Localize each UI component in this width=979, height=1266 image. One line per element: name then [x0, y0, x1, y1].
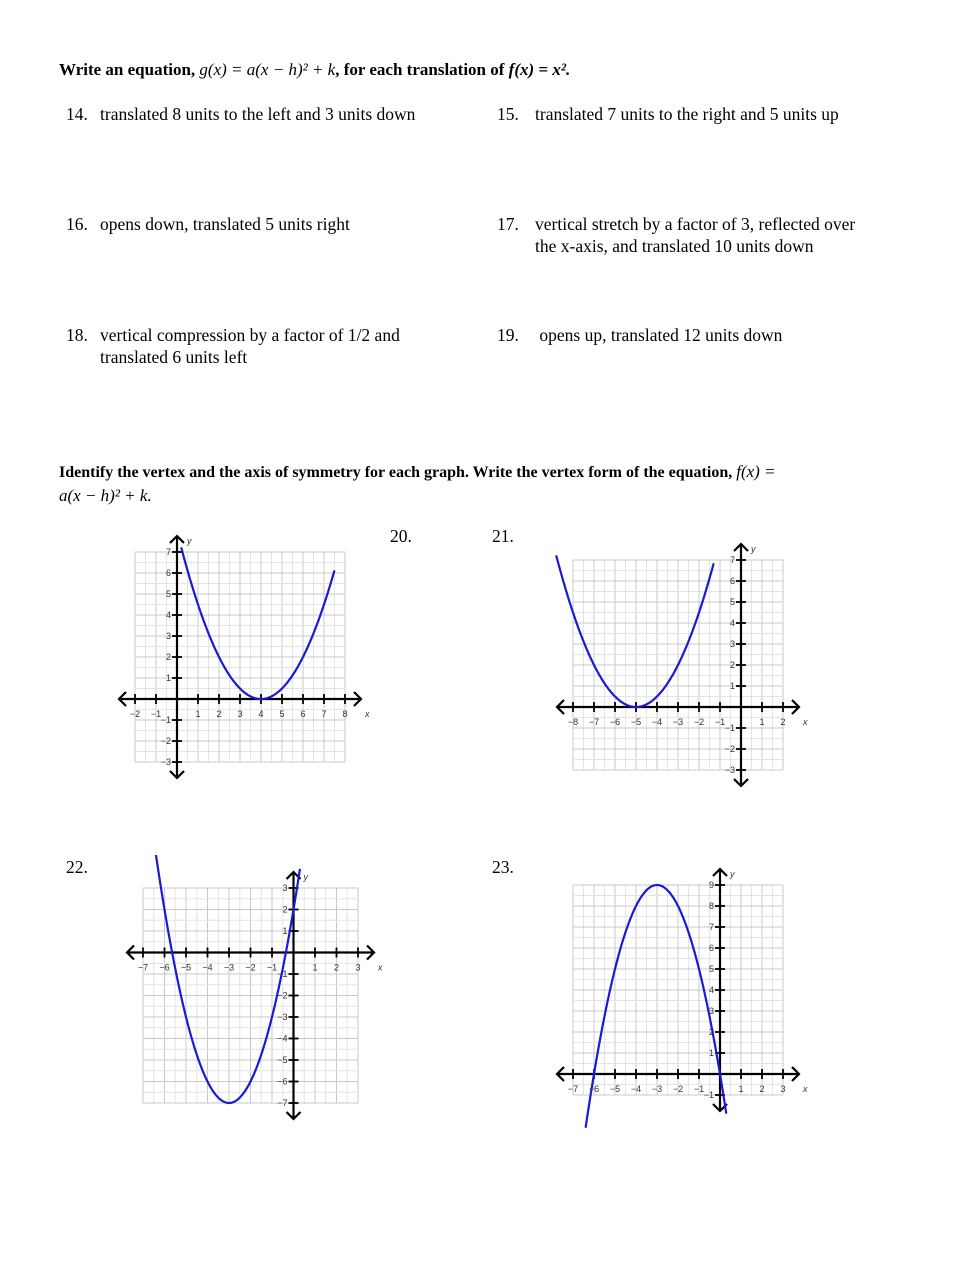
parabola-curve	[181, 547, 334, 699]
graph-23-label: 23.	[492, 857, 514, 877]
heading-function: f(x) = x².	[508, 60, 571, 79]
y-tick-label: 7	[165, 547, 171, 557]
graph-20-label: 20.	[390, 526, 412, 546]
parabola-curve	[556, 555, 714, 707]
y-tick-label: −1	[160, 715, 171, 725]
y-tick-label: 6	[708, 943, 714, 953]
y-tick-label: 3	[282, 883, 288, 893]
x-tick-label: −3	[672, 717, 684, 727]
problem-text-line1: vertical compression by a factor of 1/2 and	[100, 325, 400, 345]
y-tick-label: −7	[277, 1098, 288, 1108]
y-tick-label: −2	[724, 744, 735, 754]
y-tick-label: 1	[165, 673, 171, 683]
graph-22	[110, 855, 395, 1140]
y-tick-label: 1	[729, 681, 735, 691]
x-tick-label: 5	[279, 709, 285, 719]
heading-equation: g(x) = a(x − h)² + k	[199, 60, 336, 79]
x-tick-label: −5	[630, 717, 642, 727]
x-tick-label: 8	[342, 709, 348, 719]
y-axis-label: y	[303, 872, 308, 882]
y-tick-label: −2	[277, 990, 288, 1001]
x-tick-label: −4	[202, 962, 213, 973]
x-tick-label: 3	[237, 709, 243, 719]
x-tick-label: −6	[588, 1084, 600, 1094]
y-axis-label: y	[730, 869, 735, 879]
y-tick-label: 5	[729, 597, 735, 607]
y-tick-label: 3	[165, 631, 171, 641]
graph-21	[545, 525, 820, 800]
x-tick-label: 2	[759, 1084, 765, 1094]
y-tick-label: 2	[729, 660, 735, 670]
x-tick-label: −1	[693, 1084, 705, 1094]
x-tick-label: −2	[129, 709, 141, 719]
x-tick-label: −8	[567, 717, 579, 727]
x-tick-label: 2	[333, 962, 340, 973]
problem-17	[497, 213, 937, 261]
y-tick-label: −2	[160, 736, 171, 746]
x-tick-label: −3	[651, 1084, 663, 1094]
problem-text-line1: vertical stretch by a factor of 3, reflected over	[535, 214, 856, 234]
x-tick-label: −6	[159, 962, 170, 973]
x-tick-label: −4	[630, 1084, 642, 1094]
problem-number: 15.	[497, 104, 519, 124]
y-tick-label: −3	[160, 757, 171, 767]
x-tick-label: 3	[355, 962, 361, 973]
y-tick-label: 2	[708, 1027, 714, 1037]
graph-21-label: 21.	[492, 526, 514, 546]
heading2-text: Identify the vertex and the axis of symmetry for each graph. Write the vertex form of the equation,	[59, 464, 733, 481]
problem-number: 18.	[66, 325, 88, 345]
x-tick-label: −7	[567, 1084, 579, 1094]
x-tick-label: 1	[738, 1084, 744, 1094]
section1-heading	[59, 60, 570, 80]
x-tick-label: −5	[180, 962, 192, 973]
graph-23	[545, 850, 820, 1130]
section2-heading	[59, 460, 939, 508]
problem-15	[497, 103, 937, 127]
y-tick-label: −3	[724, 765, 735, 775]
x-tick-label: −7	[137, 962, 149, 973]
problem-19	[497, 324, 937, 348]
y-tick-label: 2	[165, 652, 171, 662]
x-tick-label: −7	[588, 717, 600, 727]
graph-20	[105, 520, 385, 795]
y-tick-label: 4	[729, 618, 735, 628]
y-tick-label: 6	[165, 568, 171, 578]
y-tick-label: 1	[708, 1048, 714, 1058]
y-tick-label: −4	[277, 1033, 288, 1044]
x-tick-label: −2	[672, 1084, 684, 1094]
heading2-math2: a(x − h)² + k.	[59, 486, 152, 505]
x-tick-label: 3	[780, 1084, 786, 1094]
x-tick-label: 6	[300, 709, 306, 719]
y-tick-label: −5	[277, 1055, 288, 1065]
x-tick-label: 2	[216, 709, 222, 719]
y-tick-label: −1	[277, 969, 288, 979]
problem-number: 16.	[66, 214, 88, 234]
problem-text: translated 8 units to the left and 3 units down	[100, 104, 416, 124]
y-tick-label: 4	[165, 610, 171, 620]
problem-number: 19.	[497, 325, 519, 345]
problem-text: opens up, translated 12 units down	[535, 325, 783, 345]
x-tick-label: −2	[693, 717, 705, 727]
heading2-math1: f(x) =	[736, 462, 776, 481]
x-tick-label: 7	[321, 709, 327, 719]
problem-16	[66, 213, 466, 237]
y-tick-label: 5	[165, 589, 171, 599]
y-tick-label: 6	[729, 576, 735, 586]
y-tick-label: 4	[708, 985, 714, 995]
problem-text: opens down, translated 5 units right	[100, 214, 350, 234]
x-tick-label: −1	[150, 709, 162, 719]
problem-text-line2: the x-axis, and translated 10 units down	[535, 236, 814, 256]
x-tick-label: −4	[651, 717, 663, 727]
x-axis-label: x	[803, 717, 808, 727]
problem-text-line2: translated 6 units left	[100, 347, 248, 367]
problem-text: translated 7 units to the right and 5 units up	[535, 104, 839, 124]
x-tick-label: −3	[223, 962, 235, 973]
heading-tail: , for each translation of	[335, 60, 505, 79]
y-tick-label: −6	[277, 1076, 288, 1087]
x-tick-label: −2	[245, 962, 256, 973]
y-tick-label: 2	[282, 904, 288, 915]
x-tick-label: −6	[609, 717, 621, 727]
y-tick-label: −3	[277, 1012, 288, 1022]
y-tick-label: 8	[708, 901, 714, 911]
x-axis-label: x	[378, 962, 383, 973]
y-tick-label: 1	[282, 926, 288, 936]
problem-14	[66, 103, 466, 127]
problem-number: 14.	[66, 104, 88, 124]
y-tick-label: 3	[729, 639, 735, 649]
x-axis-label: x	[365, 709, 370, 719]
problem-number: 17.	[497, 214, 519, 234]
x-tick-label: −1	[266, 962, 278, 973]
x-tick-label: 2	[780, 717, 786, 727]
x-tick-label: 1	[195, 709, 201, 719]
y-tick-label: −1	[724, 723, 735, 733]
x-tick-label: −5	[609, 1084, 621, 1094]
y-tick-label: 3	[708, 1006, 714, 1016]
x-tick-label: 1	[312, 962, 318, 973]
heading-lead: Write an equation,	[59, 60, 196, 79]
y-tick-label: −1	[703, 1090, 714, 1100]
y-tick-label: 7	[708, 922, 714, 932]
y-tick-label: 7	[729, 555, 735, 565]
y-tick-label: 9	[708, 880, 714, 890]
graph-22-label: 22.	[66, 857, 88, 877]
problem-18	[66, 324, 466, 372]
x-tick-label: 4	[258, 709, 264, 719]
x-tick-label: −1	[714, 717, 726, 727]
y-axis-label: y	[187, 536, 192, 546]
y-axis-label: y	[751, 544, 756, 554]
x-axis-label: x	[803, 1084, 808, 1094]
x-tick-label: 1	[759, 717, 765, 727]
y-tick-label: 5	[708, 964, 714, 974]
